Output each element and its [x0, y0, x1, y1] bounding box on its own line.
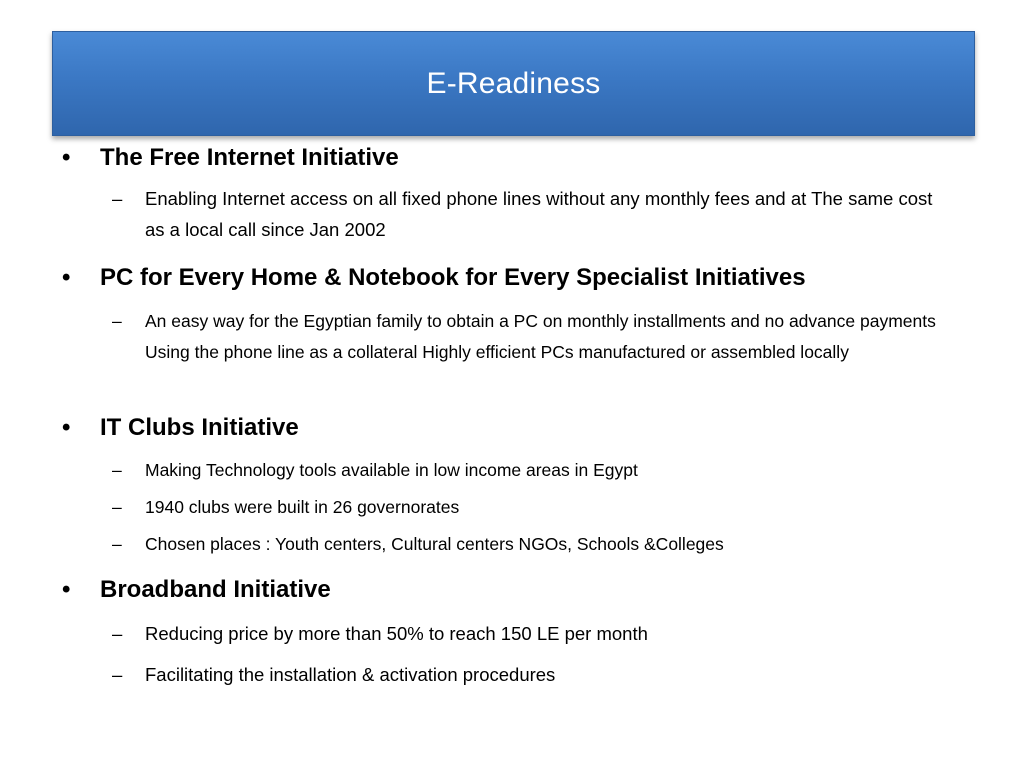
dash-icon: – [112, 460, 122, 480]
sub-item [112, 618, 962, 649]
dash-icon: – [112, 534, 122, 554]
bullet-heading: Broadband Initiative [100, 576, 331, 603]
sub-item [112, 455, 962, 486]
sub-item-text: Reducing price by more than 50% to reach 150 LE per month [145, 623, 648, 644]
bullet-icon: • [62, 264, 71, 291]
bullet-heading: The Free Internet Initiative [100, 144, 399, 171]
sub-item-text: Chosen places : Youth centers, Cultural centers NGOs, Schools &Colleges [145, 534, 724, 554]
dash-icon: – [112, 188, 123, 209]
sub-item [112, 183, 942, 245]
sub-item [112, 306, 962, 368]
dash-icon: – [112, 497, 122, 517]
sub-item-text: Making Technology tools available in low income areas in Egypt [145, 460, 638, 480]
sub-item-text: Enabling Internet access on all fixed phone lines without any monthly fees and at The same cost as a local call since Jan 2002 [145, 188, 933, 240]
bullet-icon: • [62, 414, 71, 441]
bullet-heading: IT Clubs Initiative [100, 414, 299, 441]
dash-icon: – [112, 664, 123, 685]
sub-item-text: An easy way for the Egyptian family to obtain a PC on monthly installments and no advance payments Using the phone line as a collateral Highly efficient PCs manufactured or assembled locally [145, 311, 936, 362]
sub-item [112, 659, 962, 690]
bullet-icon: • [62, 144, 71, 171]
sub-item [112, 529, 962, 560]
slide-title: E-Readiness [426, 66, 601, 100]
sub-item-text: Facilitating the installation & activation procedures [145, 664, 556, 685]
sub-item-text: 1940 clubs were built in 26 governorates [145, 497, 460, 517]
dash-icon: – [112, 311, 122, 331]
bullet-heading: PC for Every Home & Notebook for Every Specialist Initiatives [100, 264, 806, 291]
dash-icon: – [112, 623, 123, 644]
bullet-icon: • [62, 576, 71, 603]
sub-item [112, 492, 962, 523]
title-bar [52, 31, 975, 136]
